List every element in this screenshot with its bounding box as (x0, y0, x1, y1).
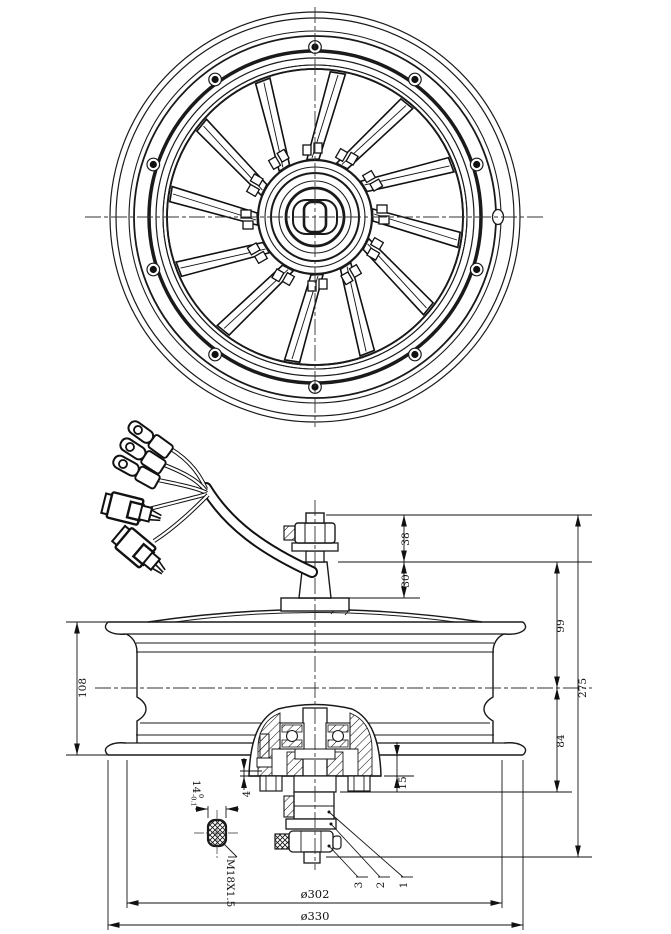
wheel-front-view (85, 7, 545, 427)
dim-84-label: 84 (555, 734, 567, 748)
flat-width-label: 14 (190, 780, 202, 794)
bearing-right (326, 723, 350, 749)
callout-2-label: 2 (375, 881, 387, 889)
connector-1 (101, 491, 165, 531)
callout-3-label: 3 (353, 881, 365, 889)
axle-bottom (275, 792, 341, 863)
axle-section-detail (194, 806, 240, 858)
section-centerlines (95, 500, 592, 870)
dim-15-label: 15 (397, 776, 409, 790)
wheel-section-view (95, 500, 592, 870)
dim-108-label: 108 (77, 677, 89, 699)
dim-302-label: ø302 (300, 887, 330, 901)
dim-330-label: ø330 (300, 909, 330, 923)
flat-tol-lower: -0.1 (189, 794, 198, 807)
dim-99-label: 99 (555, 619, 567, 633)
front-view-centerlines (85, 7, 545, 427)
dim-30-label: 30 (400, 574, 412, 588)
dim-38-label: 38 (400, 532, 412, 546)
dim-275-label: 275 (577, 677, 589, 699)
flat-tol-upper: 0 (197, 794, 205, 799)
dim-4-label: 4 (241, 790, 253, 798)
bearing-left (280, 723, 304, 749)
thread-label: M18X1.5 (224, 859, 236, 908)
cable-assembly (101, 418, 312, 581)
callout-1-label: 1 (398, 881, 410, 889)
thread-leader (224, 844, 237, 857)
